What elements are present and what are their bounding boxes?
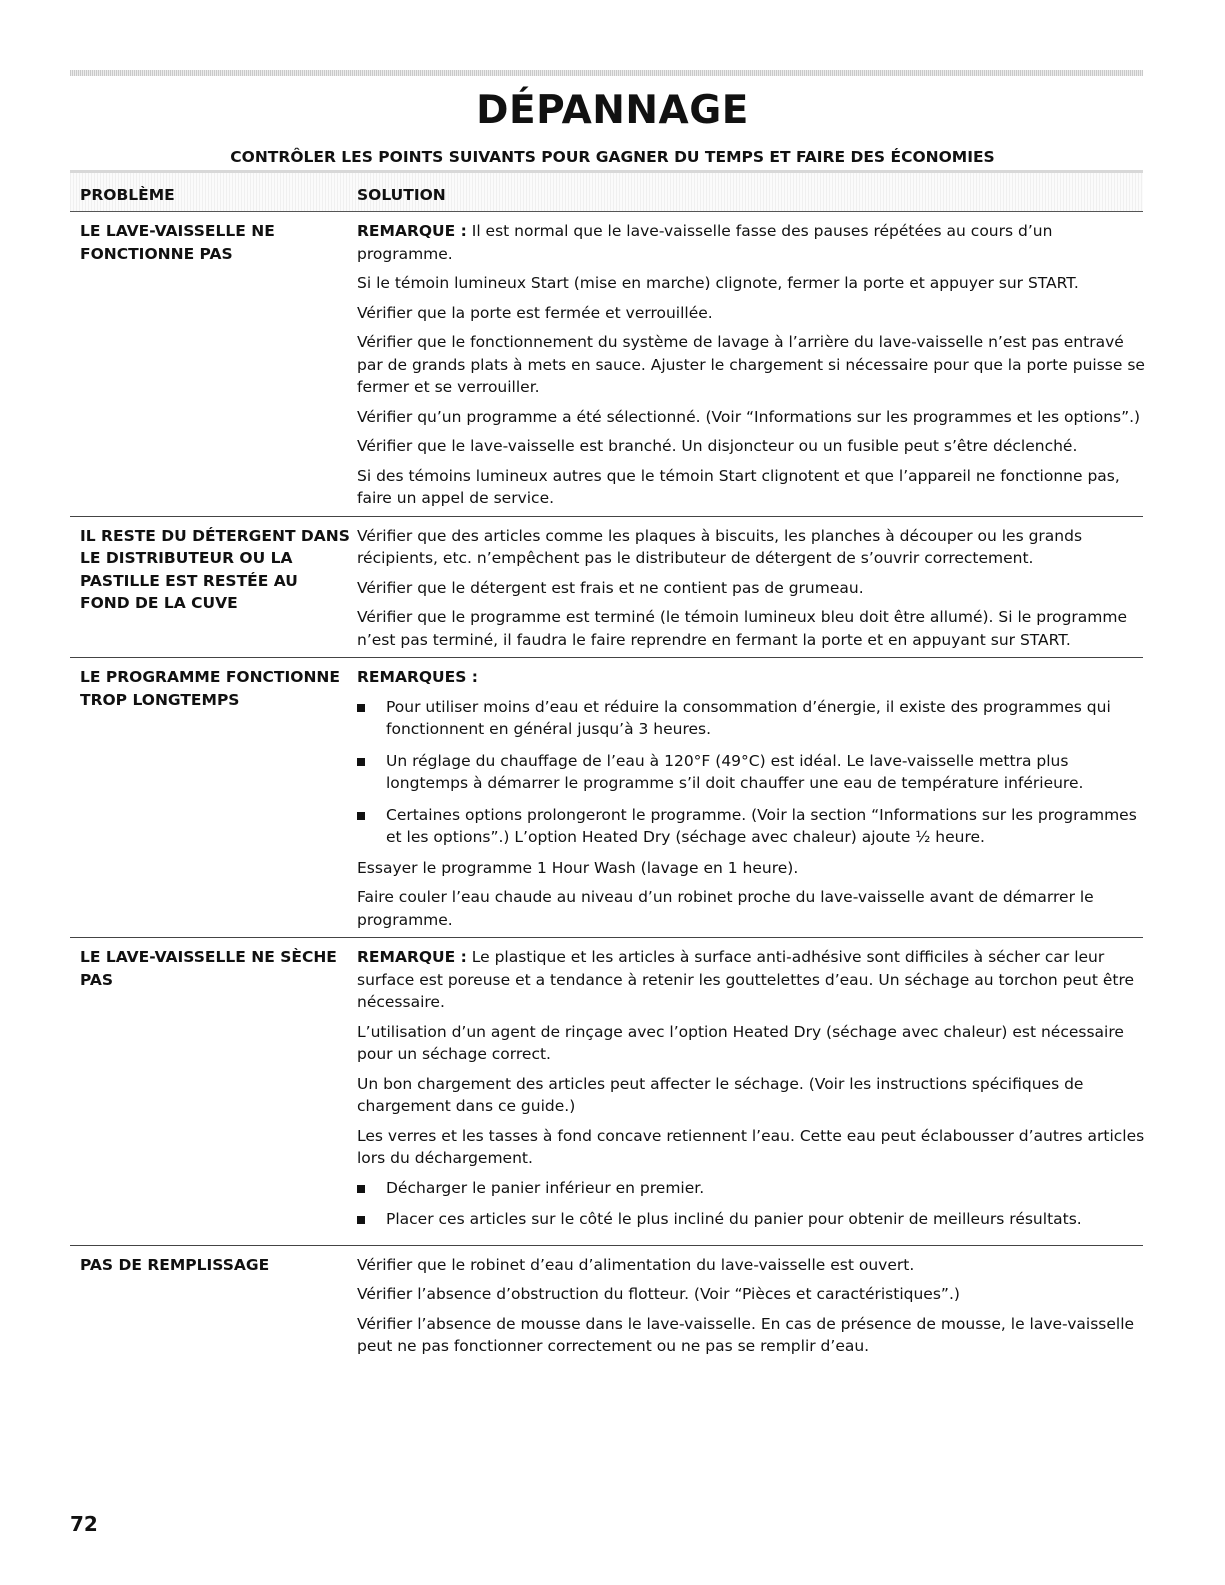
solution-paragraph (357, 220, 1147, 265)
solution-paragraph (357, 435, 1147, 458)
solution-text: Essayer le programme 1 Hour Wash (lavage en 1 heure). (357, 858, 799, 877)
note-label: REMARQUES : (357, 668, 478, 686)
solution-text: Vérifier qu’un programme a été sélectionné. (Voir “Informations sur les programmes et les options”.) (357, 407, 1141, 426)
solution-text: Faire couler l’eau chaude au niveau d’un robinet proche du lave-vaisselle avant de démarrer le programme. (357, 888, 1094, 929)
table-row (70, 1246, 1143, 1364)
solution-paragraph (357, 525, 1147, 570)
problem-cell: LE LAVE-VAISSELLE NE FONCTIONNE PAS (80, 222, 275, 263)
solution-paragraph (357, 1021, 1147, 1066)
solution-paragraph (357, 272, 1147, 295)
solution-text: Vérifier que le détergent est frais et ne contient pas de grumeau. (357, 578, 864, 597)
solution-paragraph (357, 666, 1147, 689)
top-decorative-rule (70, 70, 1143, 76)
bullet-item (357, 750, 1147, 795)
solution-paragraph (357, 1073, 1147, 1118)
solution-cell (357, 1246, 1147, 1364)
solution-text: Vérifier que le programme est terminé (le témoin lumineux bleu doit être allumé). Si le programme n’est pas terminé, il faudra le faire reprendre en fermant la porte et en appuyant sur START. (357, 608, 1128, 649)
bullet-text: Placer ces articles sur le côté le plus incliné du panier pour obtenir de meilleurs résultats. (386, 1210, 1082, 1228)
table-row (70, 212, 1143, 517)
solution-text: L’utilisation d’un agent de rinçage avec l’option Heated Dry (séchage avec chaleur) est nécessaire pour un séchage correct. (357, 1022, 1124, 1063)
solution-paragraph (357, 886, 1147, 931)
solution-text: Vérifier que le robinet d’eau d’alimentation du lave-vaisselle est ouvert. (357, 1255, 915, 1274)
square-bullet-icon (357, 1216, 365, 1224)
solution-cell (357, 658, 1147, 937)
solution-cell (357, 938, 1147, 1245)
solution-text: Vérifier que la porte est fermée et verrouillée. (357, 303, 713, 322)
solution-paragraph (357, 1125, 1147, 1170)
solution-column-header: SOLUTION (357, 186, 446, 204)
table-row (70, 517, 1143, 659)
solution-text: Vérifier que le lave-vaisselle est branché. Un disjoncteur ou un fusible peut s’être déclenché. (357, 437, 1078, 455)
table-row (70, 658, 1143, 938)
solution-paragraph (357, 406, 1147, 429)
bullet-text: Un réglage du chauffage de l’eau à 120°F (49°C) est idéal. Le lave-vaisselle mettra plus longtemps à démarrer le programme s’il doit chauffer une eau de température inférieure. (386, 751, 1084, 792)
solution-text: Vérifier l’absence d’obstruction du flotteur. (Voir “Pièces et caractéristiques”.) (357, 1285, 960, 1303)
solution-paragraph (357, 1313, 1147, 1358)
bullet-list (357, 1177, 1147, 1231)
solution-text: Vérifier que des articles comme les plaques à biscuits, les planches à découper ou les grands récipients, etc. n’empêchent pas le distributeur de détergent de s’ouvrir correctement. (357, 526, 1083, 567)
square-bullet-icon (357, 704, 365, 712)
table-row (70, 938, 1143, 1246)
page-subtitle: CONTRÔLER LES POINTS SUIVANTS POUR GAGNER DU TEMPS ET FAIRE DES ÉCONOMIES (230, 148, 995, 166)
solution-paragraph (357, 606, 1147, 651)
problem-cell: LE LAVE-VAISSELLE NE SÈCHE PAS (80, 948, 337, 989)
square-bullet-icon (357, 1185, 365, 1193)
bullet-item (357, 1177, 1147, 1200)
solution-text: Il est normal que le lave-vaisselle fasse des pauses répétées au cours d’un programme. (357, 222, 1053, 263)
solution-paragraph (357, 857, 1147, 880)
solution-paragraph (357, 1283, 1147, 1306)
solution-text: Vérifier l’absence de mousse dans le lave-vaisselle. En cas de présence de mousse, le lave-vaisselle peut ne pas fonctionner correctement ou ne pas se remplir d’eau. (357, 1314, 1135, 1355)
solution-paragraph (357, 946, 1147, 1014)
solution-text: Vérifier que le fonctionnement du système de lavage à l’arrière du lave-vaisselle n’est pas entravé par de grands plats à mets en sauce. Ajuster le chargement si nécessaire pour que la porte puisse se fermer et se verrouiller. (357, 333, 1145, 396)
bullet-text: Pour utiliser moins d’eau et réduire la consommation d’énergie, il existe des programmes qui fonctionnent en général jusqu’à 3 heures. (386, 697, 1111, 738)
solution-paragraph (357, 1254, 1147, 1277)
solution-paragraph (357, 302, 1147, 325)
solution-text: Les verres et les tasses à fond concave retiennent l’eau. Cette eau peut éclabousser d’autres articles lors du déchargement. (357, 1126, 1145, 1167)
bullet-item (357, 804, 1147, 849)
bullet-item (357, 1208, 1147, 1231)
problem-cell: LE PROGRAMME FONCTIONNE TROP LONGTEMPS (80, 668, 340, 709)
solution-text: Si le témoin lumineux Start (mise en marche) clignote, fermer la porte et appuyer sur START. (357, 274, 1079, 292)
problem-cell: IL RESTE DU DÉTERGENT DANS LE DISTRIBUTEUR OU LA PASTILLE EST RESTÉE AU FOND DE LA CUVE (80, 526, 350, 612)
bullet-item (357, 696, 1147, 741)
note-label: REMARQUE : (357, 948, 467, 966)
solution-cell (357, 517, 1147, 658)
solution-cell (357, 212, 1147, 516)
problem-cell: PAS DE REMPLISSAGE (80, 1255, 270, 1274)
page-title: DÉPANNAGE (476, 88, 749, 133)
troubleshooting-table (70, 212, 1143, 1364)
solution-text: Si des témoins lumineux autres que le témoin Start clignotent et que l’appareil ne fonctionne pas, faire un appel de service. (357, 466, 1120, 507)
square-bullet-icon (357, 758, 365, 766)
solution-paragraph (357, 577, 1147, 600)
solution-paragraph (357, 465, 1147, 510)
page-number: 72 (70, 1512, 98, 1536)
bullet-list (357, 696, 1147, 849)
solution-text: Le plastique et les articles à surface anti-adhésive sont difficiles à sécher car leur surface est poreuse et a tendance à retenir les gouttelettes d’eau. Un séchage au torchon peut être nécessaire. (357, 948, 1135, 1011)
solution-text: Un bon chargement des articles peut affecter le séchage. (Voir les instructions spécifiques de chargement dans ce guide.) (357, 1074, 1084, 1115)
problem-column-header: PROBLÈME (80, 186, 175, 204)
note-label: REMARQUE : (357, 222, 467, 240)
solution-paragraph (357, 331, 1147, 399)
bullet-text: Certaines options prolongeront le programme. (Voir la section “Informations sur les programmes et les options”.) L’option Heated Dry (séchage avec chaleur) ajoute ½ heure. (386, 805, 1137, 846)
table-header (70, 170, 1143, 212)
bullet-text: Décharger le panier inférieur en premier. (386, 1178, 705, 1197)
square-bullet-icon (357, 812, 365, 820)
